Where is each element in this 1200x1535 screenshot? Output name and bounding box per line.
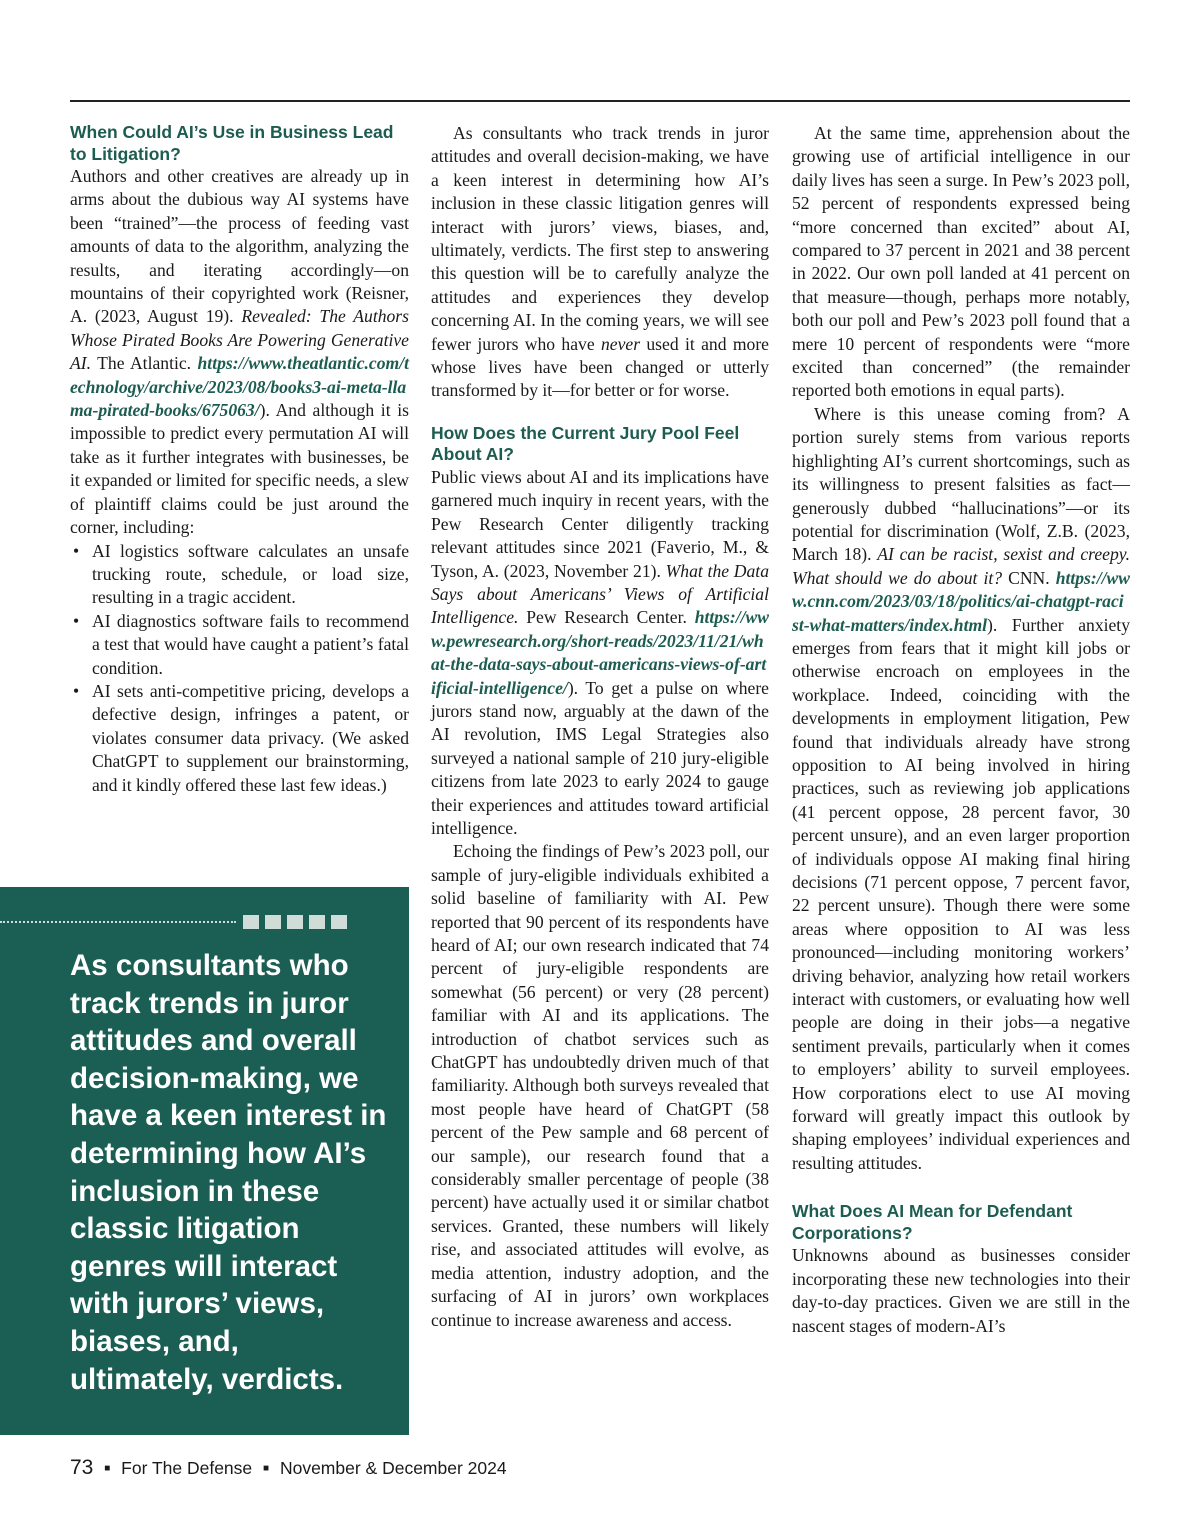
list-item: • AI logistics software calculates an unsafe trucking route, schedule, or load size, resulting in a tragic accident. (70, 540, 409, 610)
issue-date: November & December 2024 (279, 1458, 507, 1478)
paragraph: Where is this unease coming from? A portion surely stems from various reports highlighting AI’s current shortcomings, such as its willingness to present falsities as fact—generously dubbed “hallucinations”—or its potential for discrimination (Wolf, Z.B. (2023, March 18). AI can be racist, sexist and creepy. What should we do about it? CNN. https://www.cnn.com/2023/03/18/politics/ai-chatgpt-racist-what-matters/index.html). Further anxiety emerges from fears that it might kill jobs or otherwise encroach on employees in the workplace. Indeed, coinciding with the developments in employment litigation, Pew found that individuals already have strong opposition to AI being involved in hiring practices, such as reviewing job applications (41 percent oppose, 28 percent favor, 30 percent unsure), and an even larger proportion of individuals oppose AI making final hiring decisions (71 percent oppose, 7 percent favor, 22 percent unsure). Though there were some areas where opposition to AI was less pronounced—including monitoring workers’ driving behavior, analyzing how retail workers interact with customers, or evaluating how well people are doing in their jobs—a negative sentiment prevails, particularly when it comes to employers’ ability to surveil employees. How corporations elect to use AI moving forward will greatly impact this outlook by shaping employees’ individual experiences and resulting attitudes. (792, 403, 1131, 1173)
paragraph: Echoing the findings of Pew’s 2023 poll, our sample of jury-eligible individuals exhibited a solid baseline of familiarity with AI. Pew reported that 90 percent of its respondents have heard of AI; our own research indicated that 74 percent of jury-eligible respondents are somewhat (56 percent) or very (28 percent) familiar with AI and its applications. The introduction of chatbot services such as ChatGPT has undoubtedly driven much of that familiarity. Although both surveys revealed that most people have heard of ChatGPT (58 percent of the Pew sample and 68 percent of our sample), our research found that a considerably smaller percentage of people (38 percent) have actually used it or similar chatbot services. Granted, these numbers will likely rise, and associated attitudes will evolve, as media attention, industry adoption, and the surfacing of AI in jurors’ own workplaces continue to increase awareness and access. (431, 841, 769, 1330)
pull-quote-text: As consultants who track trends in juror attitudes and overall decision-making, we have a keen interest in determining how AI’s inclusion in these classic litigation genres will interact with jurors’ views, biases, and, ultimately, verdicts. (70, 949, 387, 1396)
section-heading-defendants: What Does AI Mean for Defendant Corporations? (792, 1201, 1073, 1243)
citation-link[interactable]: https://www.cnn.com/2023/03/18/politics/ai-chatgpt-racist-what-matters/index.html (792, 567, 1131, 635)
column-3 (792, 122, 1130, 1338)
citation-link[interactable]: https://www.theatlantic.com/technology/archive/2023/08/books3-ai-meta-llama-pirated-books/675063/ (70, 353, 409, 421)
column-2 (431, 122, 769, 1332)
decorative-squares (243, 915, 347, 929)
paragraph: As consultants who track trends in juror attitudes and overall decision-making, we have a keen interest in determining how AI’s inclusion in these classic litigation genres will interact with jurors’ views, biases, and, ultimately, verdicts. The first step to answering this question will be to carefully analyze the attitudes and experiences they develop concerning AI. In the coming years, we will see fewer jurors who have never used it and more whose lives have been changed or utterly transformed by it—for better or for worse. (431, 123, 769, 401)
bullet-list (70, 540, 409, 797)
paragraph: Public views about AI and its implications have garnered much inquiry in recent years, with the Pew Research Center diligently tracking relevant attitudes since 2021 (Faverio, M., & Tyson, A. (2023, November 21). What the Data Says about Americans’ Views of Artificial Intelligence. Pew Research Center. https://www.pewresearch.org/short-reads/2023/11/21/what-the-data-says-about-americans-views-of-artificial-intelligence/). To get a pulse on where jurors stand now, arguably at the dawn of the AI revolution, IMS Legal Strategies also surveyed a national sample of 210 jury-eligible citizens from late 2023 to early 2024 to gauge their experiences and attitudes toward artificial intelligence. (431, 466, 769, 838)
citation-title: Revealed: The Authors Whose Pirated Books Are Powering Generative AI. (70, 306, 409, 374)
page-footer (70, 1456, 507, 1480)
list-item: • AI diagnostics software fails to recommend a test that would have caught a patient’s fatal condition. (70, 610, 409, 680)
citation-title: AI can be racist, sexist and creepy. What should we do about it? (792, 544, 1130, 588)
pull-quote-box (0, 887, 409, 1435)
column-1 (70, 122, 409, 797)
top-rule (70, 100, 1130, 102)
list-item: • AI sets anti-competitive pricing, develops a defective design, infringes a patent, or violates consumer data privacy. (We asked ChatGPT to supplement our brainstorming, and it kindly offered these last few ideas.) (70, 680, 409, 797)
paragraph: Authors and other creatives are already up in arms about the dubious way AI systems have been “trained”—the process of feeding vast amounts of data to the algorithm, analyzing the results, and iterating accordingly—on mountains of their copyrighted work (Reisner, A. (2023, August 19). Revealed: The Authors Whose Pirated Books Are Powering Generative AI. The Atlantic. https://www.theatlantic.com/technology/archive/2023/08/books3-ai-meta-llama-pirated-books/675063/). And although it is impossible to predict every permutation AI will take as it further integrates with businesses, be it expanded or limited for specific needs, a slew of plaintiff claims could be just around the corner, including: (70, 166, 409, 538)
paragraph: Unknowns abound as businesses consider incorporating these new technologies into their day-to-day practices. Given we are still in the nascent stages of modern-AI’s (792, 1245, 1130, 1336)
section-heading-jury-pool: How Does the Current Jury Pool Feel About AI? (431, 422, 740, 465)
citation-title: What the Data Says about Americans’ Views of Artificial Intelligence. (431, 560, 769, 628)
paragraph: At the same time, apprehension about the growing use of artificial intelligence in our daily lives has seen a surge. In Pew’s 2023 poll, 52 percent of respondents expressed being “more concerned than excited” about AI, compared to 37 percent in 2021 and 38 percent in 2022. Our own poll landed at 41 percent on that measure—though, perhaps more notably, both our poll and Pew’s 2023 poll found that a mere 10 percent of respondents were “more excited than concerned” (the remainder reported both emotions in equal parts). (792, 123, 1130, 401)
citation-link[interactable]: https://www.pewresearch.org/short-reads/2023/11/21/what-the-data-says-about-americans-views-of-artificial-intelligence/ (431, 607, 769, 698)
section-heading-litigation: When Could AI’s Use in Business Lead to Litigation? (70, 122, 394, 164)
publication-name: For The Defense (121, 1458, 253, 1478)
separator: ■ (263, 1463, 270, 1474)
separator: ■ (104, 1463, 111, 1474)
page-number: 73 (70, 1456, 94, 1479)
